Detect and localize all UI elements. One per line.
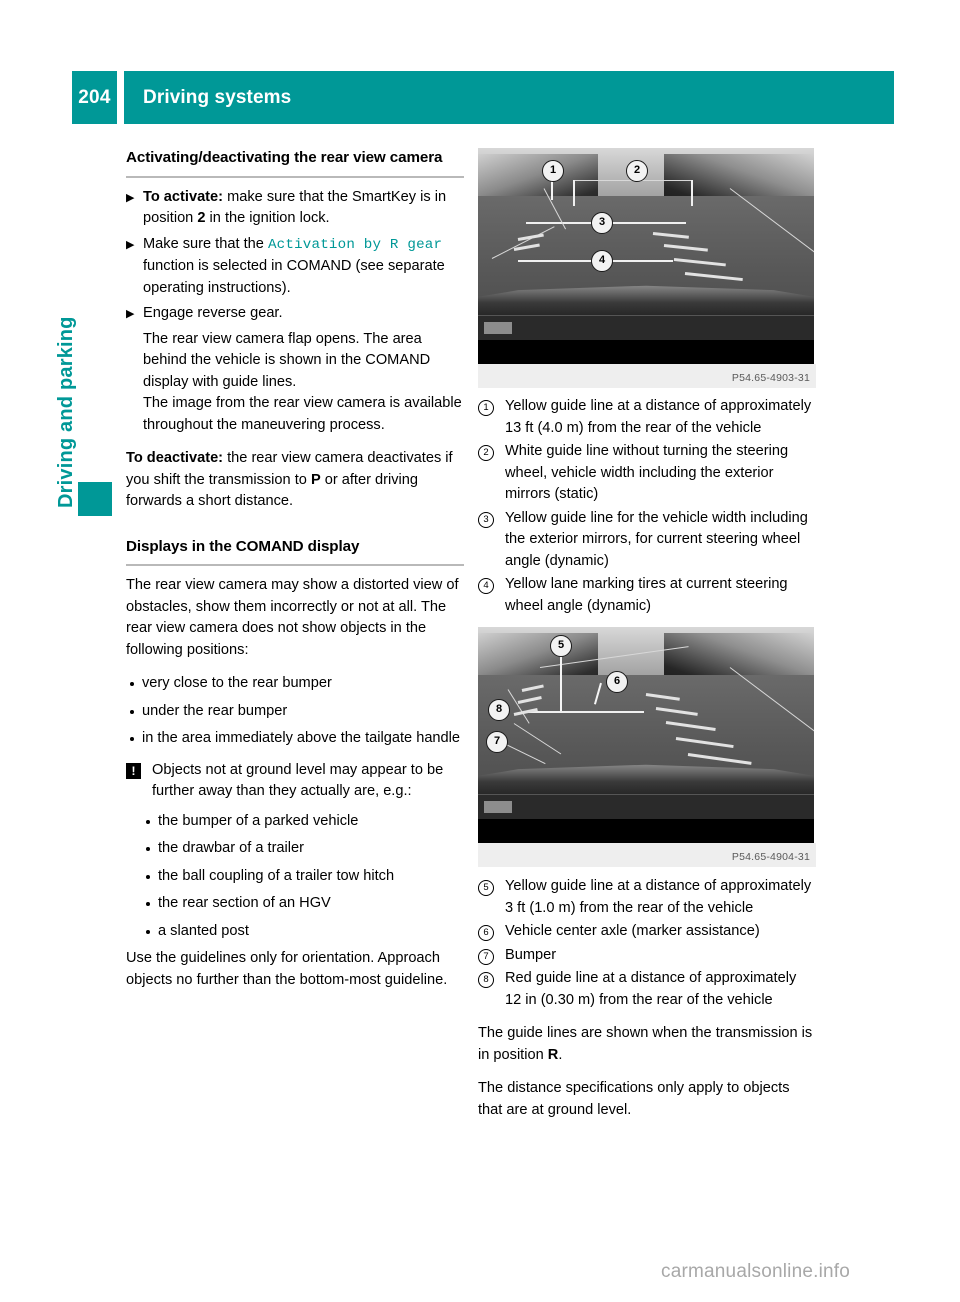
legend-text: White guide line without turning the steering wheel, vehicle width including the exterior mirrors (static): [505, 443, 789, 502]
spacer: [126, 525, 464, 537]
comand-status-bar: [478, 794, 814, 819]
step-arrow-icon: ▶: [126, 191, 135, 204]
step-text-pre: Make sure that the: [143, 235, 268, 252]
side-tab-label: Driving and parking: [55, 316, 77, 508]
circled-number-icon: 6: [478, 925, 494, 941]
callout-6: 6: [606, 671, 628, 693]
header-divider: [117, 71, 124, 124]
watermark: carmanualsonline.info: [661, 1261, 851, 1282]
legend-text: Yellow lane marking tires at current steering wheel angle (dynamic): [505, 576, 788, 614]
callout-2: 2: [626, 160, 648, 182]
page-title: Driving systems: [124, 71, 894, 124]
guide-line-static-left: [573, 180, 575, 206]
list-item: very close to the rear bumper: [126, 673, 464, 695]
warning-icon: !: [126, 763, 141, 779]
callout-7: 7: [486, 731, 508, 753]
step-text-cont: in the ignition lock.: [205, 210, 330, 226]
legend-text: Yellow guide line for the vehicle width including the exterior mirrors, for current steering wheel angle (dynamic): [505, 509, 808, 569]
legend-text: Vehicle center axle (marker assistance): [505, 923, 760, 939]
comand-back-button[interactable]: [484, 801, 512, 813]
transmission-position-value: R: [547, 1046, 559, 1063]
step-label-bold: To activate:: [143, 188, 224, 205]
circled-number-icon: 7: [478, 949, 494, 965]
deactivate-text-1: the rear view camera deactivates if you shift the transmission to: [126, 450, 453, 488]
figure-rear-view-camera-2: [478, 627, 816, 867]
list-item: under the rear bumper: [126, 701, 464, 723]
legend-item: [478, 441, 816, 506]
legend-list-2: [478, 876, 816, 1011]
list-item: the bumper of a parked vehicle: [126, 811, 464, 833]
figure-caption-1: [478, 364, 816, 388]
figure-rear-view-camera-1: [478, 148, 816, 388]
circled-number-icon: 3: [478, 512, 494, 528]
paragraph-intro: The rear view camera may show a distorted view of obstacles, show them incorrectly or not at all. The rear view camera does not show objects in the following positions:: [126, 577, 459, 658]
legend-item: [478, 508, 816, 573]
right-column: [478, 148, 816, 1133]
section-rule: [126, 564, 464, 566]
note-text: Objects not at ground level may appear to be further away than they actually are, e.g.:: [152, 761, 444, 799]
legend-item: [478, 968, 816, 1011]
legend-list-1: [478, 396, 816, 617]
display-border-bottom: [478, 340, 814, 364]
step-result-2: The image from the rear view camera is available throughout the maneuvering process.: [143, 395, 462, 433]
callout-1: 1: [542, 160, 564, 182]
figure-caption-text: P54.65-4904-31: [731, 851, 810, 863]
callout-leader: [560, 655, 562, 711]
side-tab-marker: [78, 482, 112, 516]
figure-caption-text: P54.65-4903-31: [731, 372, 810, 384]
comand-status-bar: [478, 315, 814, 340]
closing-text-pre: The guide lines are shown when the transmission is in position: [478, 1025, 813, 1063]
legend-text: Yellow guide line at a distance of approximately 3 ft (1.0 m) from the rear of the vehicle: [505, 878, 812, 916]
figure-caption-2: [478, 843, 816, 867]
closing-text-post: .: [558, 1046, 563, 1063]
note-objects-ground-level: [126, 760, 464, 803]
legend-text: Yellow guide line at a distance of approximately 13 ft (4.0 m) from the rear of the vehicle: [505, 398, 812, 436]
step-engage-reverse: [126, 303, 464, 325]
deactivate-position-value: P: [310, 471, 321, 488]
section-rule: [126, 176, 464, 178]
camera-image-2: [478, 627, 814, 843]
page-header: [72, 71, 894, 124]
step-text: Engage reverse gear.: [143, 305, 283, 321]
legend-item: [478, 921, 816, 943]
page-number: 204: [72, 71, 117, 124]
section-title-displays: Displays in the COMAND display: [126, 537, 360, 555]
guide-line-static-right: [691, 180, 693, 206]
circled-number-icon: 1: [478, 400, 494, 416]
step-text: make sure that the SmartKey is in position: [143, 188, 447, 226]
legend-item: [478, 396, 816, 439]
callout-4: 4: [591, 250, 613, 272]
left-column: [126, 148, 464, 1003]
camera-image-1: [478, 148, 814, 364]
paragraph-to-deactivate: [126, 448, 464, 513]
list-item: the rear section of an HGV: [126, 893, 464, 915]
paragraph-guide-lines-shown: [478, 1023, 816, 1066]
legend-text: Bumper: [505, 946, 557, 963]
step-result-1: The rear view camera flap opens. The area behind the vehicle is shown in the COMAND display with guide lines.: [143, 330, 431, 390]
guide-line-yellow-3ft: [526, 711, 644, 713]
list-item: a slanted post: [126, 921, 464, 943]
callout-8: 8: [488, 699, 510, 721]
circled-number-icon: 2: [478, 445, 494, 461]
legend-item: [478, 945, 816, 967]
step-arrow-icon: ▶: [126, 238, 135, 251]
legend-text: Red guide line at a distance of approximately 12 in (0.30 m) from the rear of the vehicle: [505, 970, 797, 1008]
step-activation-by-r-gear: [126, 234, 464, 300]
circled-number-icon: 5: [478, 880, 494, 896]
step-arrow-icon: ▶: [126, 308, 135, 320]
circled-number-icon: 4: [478, 578, 494, 594]
list-item: the ball coupling of a trailer tow hitch: [126, 866, 464, 888]
section-title-activating: Activating/deactivating the rear view camera: [126, 149, 443, 166]
display-border-bottom: [478, 819, 814, 843]
step-text-post: function is selected in COMAND (see separate operating instructions).: [143, 258, 445, 296]
deactivate-label-bold: To deactivate:: [126, 450, 224, 466]
circled-number-icon: 8: [478, 972, 494, 988]
callout-5: 5: [550, 635, 572, 657]
list-item: the drawbar of a trailer: [126, 838, 464, 860]
step-position-value: 2: [197, 210, 206, 226]
legend-item: [478, 574, 816, 617]
comand-back-button[interactable]: [484, 322, 512, 334]
paragraph-distance-specs: The distance specifications only apply to objects that are at ground level.: [478, 1080, 790, 1118]
comand-function-name: Activation by R gear: [267, 236, 443, 253]
callout-3: 3: [591, 212, 613, 234]
step-to-activate: [126, 187, 464, 230]
side-tab: [55, 248, 108, 508]
paragraph-closing: Use the guidelines only for orientation. Approach objects no further than the bottom-most guideline.: [126, 950, 448, 988]
deactivate-text-2: or after driving forwards a short distance.: [126, 471, 419, 509]
list-item: in the area immediately above the tailgate handle: [126, 728, 464, 750]
legend-item: [478, 876, 816, 919]
